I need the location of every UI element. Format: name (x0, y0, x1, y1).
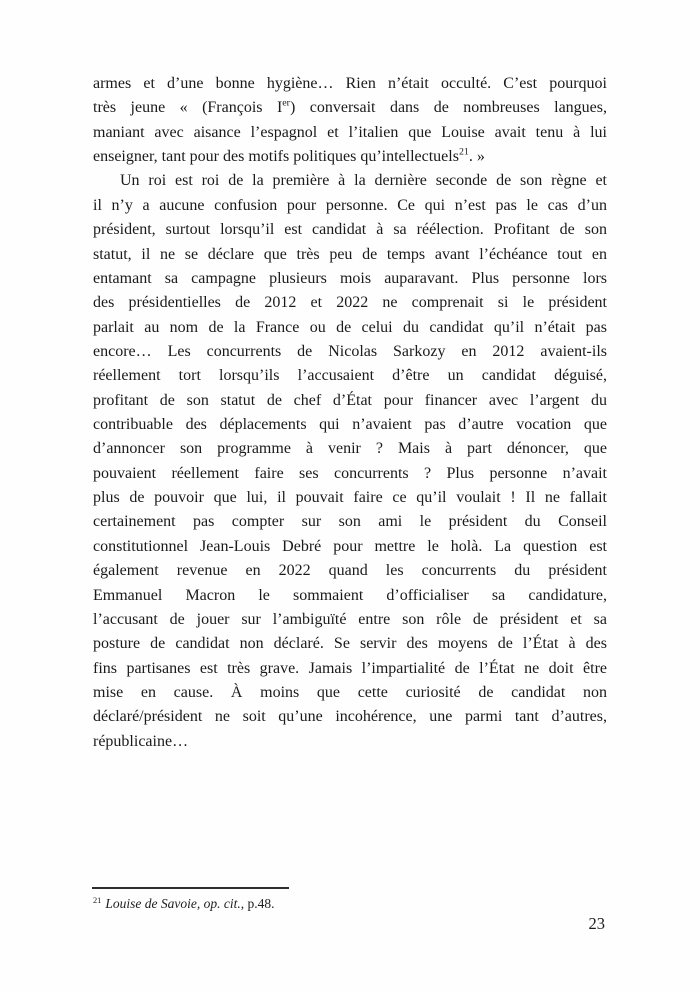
superscript: 21 (458, 146, 469, 158)
text-segment: entamant sa campagne plusieurs mois auparavant. Plus personne lors (93, 269, 607, 287)
text-segment: certainement pas compter sur son ami le président du Conseil (93, 513, 607, 531)
text-segment: républicaine… (93, 732, 189, 750)
text-segment: . » (468, 148, 485, 166)
text-line (93, 96, 607, 120)
text-segment: statut, il ne se déclare que très peu de temps avant l’échéance tout en (93, 245, 607, 263)
text-line (93, 72, 607, 96)
text-segment: président, surtout lorsqu’il est candidat à sa réélection. Profitant de son (93, 221, 607, 239)
text-line (93, 705, 607, 729)
text-segment: mise en cause. À moins que cette curiosité de candidat non (93, 683, 607, 701)
footnote-marker: 21 (93, 895, 102, 905)
text-line (93, 121, 607, 145)
footnote (93, 896, 607, 912)
body-text (93, 72, 607, 754)
text-segment: ) conversait dans de nombreuses langues, (289, 99, 607, 117)
text-line (93, 510, 607, 534)
text-segment: d’annoncer son programme à venir ? Mais à part dénoncer, que (93, 440, 607, 458)
text-line (93, 145, 607, 169)
text-line (93, 413, 607, 437)
text-segment: contribuable des déplacements qui n’avaient pas d’autre vocation que (93, 416, 607, 434)
footnote-citation: Louise de Savoie, op. cit. (105, 896, 241, 911)
text-line (93, 243, 607, 267)
text-segment: profitant de son statut de chef d’État pour financer avec l’argent du (93, 391, 607, 409)
text-segment: réellement tort lorsqu’ils l’accusaient d’être un candidat déguisé, (93, 367, 607, 385)
text-segment: armes et d’une bonne hygiène… Rien n’était occulté. C’est pourquoi (93, 75, 607, 92)
text-segment: des présidentielles de 2012 et 2022 ne comprenait si le président (93, 294, 607, 312)
text-line (93, 486, 607, 510)
page-number: 23 (588, 914, 605, 933)
text-segment: pouvaient réellement faire ses concurrents ? Plus personne n’avait (93, 464, 607, 482)
text-segment: également revenue en 2022 quand les concurrents du président (93, 562, 607, 580)
text-segment: encore… Les concurrents de Nicolas Sarkozy en 2012 avaient-ils (93, 342, 607, 360)
text-line (93, 340, 607, 364)
text-segment: enseigner, tant pour des motifs politiques qu’intellectuels (93, 148, 459, 166)
text-line (93, 267, 607, 291)
text-line (93, 364, 607, 388)
text-line (93, 462, 607, 486)
text-line (93, 559, 607, 583)
text-segment: fins partisanes est très grave. Jamais l’impartialité de l’État ne doit être (93, 659, 607, 677)
text-line (93, 389, 607, 413)
text-line (93, 632, 607, 656)
text-segment: l’accusant de jouer sur l’ambiguïté entre son rôle de président et sa (93, 610, 607, 628)
superscript: er (282, 98, 290, 110)
text-line (93, 437, 607, 461)
footnote-page-ref: , p.48. (240, 896, 275, 911)
footnote-separator (92, 887, 289, 889)
text-line (93, 608, 607, 632)
text-line (93, 169, 607, 193)
text-line (93, 681, 607, 705)
text-segment: Emmanuel Macron le sommaient d’officialiser sa candidature, (93, 586, 607, 604)
text-line (93, 535, 607, 559)
text-line (93, 218, 607, 242)
text-segment: Un roi est roi de la première à la dernière seconde de son règne et (120, 172, 607, 190)
text-line (93, 730, 607, 754)
text-line (93, 291, 607, 315)
text-segment: constitutionnel Jean-Louis Debré pour mettre le holà. La question est (93, 537, 607, 555)
text-segment: plus de pouvoir que lui, il pouvait faire ce qu’il voulait ! Il ne fallait (93, 489, 607, 507)
text-line (93, 316, 607, 340)
text-segment: parlait au nom de la France ou de celui du candidat qu’il n’était pas (93, 318, 607, 336)
text-segment: maniant avec aisance l’espagnol et l’italien que Louise avait tenu à lui (93, 123, 607, 141)
text-segment: déclaré/président ne soit qu’une incohérence, une parmi tant d’autres, (93, 708, 607, 726)
text-line (93, 584, 607, 608)
text-segment: très jeune « (François I (93, 99, 283, 117)
text-line (93, 194, 607, 218)
text-segment: il n’y a aucune confusion pour personne. Ce qui n’est pas le cas d’un (93, 196, 607, 214)
text-segment: posture de candidat non déclaré. Se servir des moyens de l’État à des (93, 635, 607, 653)
text-line (93, 657, 607, 681)
